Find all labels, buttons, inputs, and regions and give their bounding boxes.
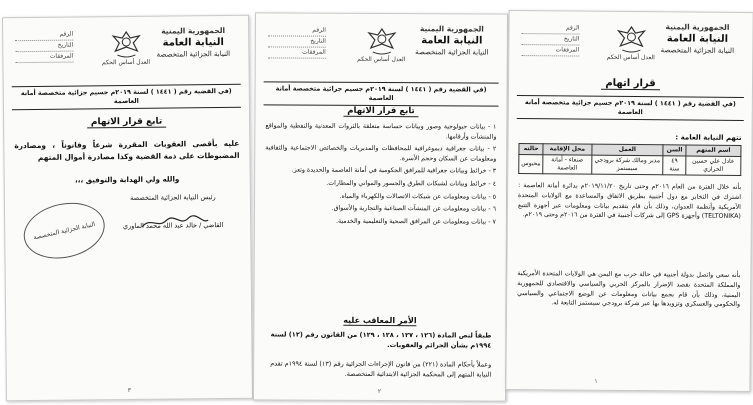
- document-page-1: [505, 10, 753, 392]
- verdict-paragraph: عليه بأقصى العقوبات المقررة شرعاً وقانوناً ، ومصادرة المضبوطات على ذمة القضية وكذا مصادرة أموال المتهم: [14, 138, 240, 162]
- list-item: ٤ - خرائط وبيانات لشبكات الطرق والجسور والمواني والمطارات.: [326, 179, 497, 188]
- list-item: ٧ - بيانات ومعلومات عن المرافق الصحية والتعليمية والخدمية.: [335, 217, 496, 226]
- field-attachments: المرفقات: [521, 45, 579, 57]
- page-title: [509, 77, 752, 90]
- field-date: التاريخ: [15, 41, 73, 53]
- page-title-text: قرار اتهام: [601, 78, 659, 91]
- case-reference: (في القضية رقم ( ١٤٤١ ) لسنة ٢٠١٩م جسيم جزائية متخصصة أمانة العاصمة: [264, 81, 499, 106]
- col-status: حالته: [519, 144, 543, 155]
- field-attachments: المرفقات: [15, 52, 73, 64]
- motto: العدل أساس الحكم: [606, 53, 655, 62]
- letterhead-org: [148, 26, 238, 59]
- col-occupation: العمل: [591, 144, 663, 156]
- signer-name: القاضي / خالد عبد الله محمد الماوري: [122, 220, 224, 231]
- cell-age: ٤٩ سنة: [663, 156, 686, 175]
- letterhead: [515, 19, 746, 77]
- list-item: ١ - بيانات جيولوجية وصور وبيانات حساسة متعلقة بالثروات المعدنية والنفطية والمواقع والمنشآت وأرقامها.: [265, 122, 497, 141]
- motto: العدل أساس الحكم: [357, 55, 406, 64]
- page-number: ١: [594, 377, 598, 385]
- eagle-emblem-icon: [109, 29, 143, 59]
- col-residence: محل الإقامة: [543, 144, 591, 155]
- republic-name: الجمهورية اليمنية: [419, 24, 484, 34]
- list-item: ٣ - خرائط وبيانات جغرافية للمرافق الحكومية في أمانة العاصمة والحديدة وتعز.: [291, 166, 497, 175]
- letterhead-org: [652, 22, 742, 55]
- prosecution-name: النيابة العامة: [666, 33, 729, 45]
- letterhead: [262, 21, 501, 78]
- eagle-emblem-icon: [364, 26, 398, 56]
- defendant-table: [518, 143, 741, 176]
- cell-status: محبوس: [519, 155, 544, 174]
- handwritten-signature-icon: [140, 214, 210, 231]
- section-heading: [254, 315, 505, 325]
- field-number: الرقم: [268, 25, 326, 36]
- cell-residence: صنعاء - أمانة العاصمة: [543, 155, 591, 174]
- charge-paragraph-1: بأنه خلال الفترة من العام ٢٠١٦م وحتى تاريخ ٢٠١٩/١١/٢٠م بدائرة أمانة العاصمة : اشترك في التخابر مع دول أجنبية بطريق الاتفاق والمساعدة مع الولايات المتحدة الأمريكية وأنظمة العدوان، وذلك بأن قام بتقديم بيانات ومعلومات عبر أجهزة التتبع (TELTONIKA) وأجهزة GPS إلى شركات أجنبية في الفترة من ٢٠١٦م وحتى ٢٠١٩م.: [517, 182, 742, 221]
- legal-basis: طبقاً لنص المادة (١٢٦ ، ١٢٧ ، ١٢٨ ، ١٢٩) من القانون رقم (١٢) لسنة ١٩٩٤م بشأن الجرائم والعقوبات.: [270, 330, 492, 350]
- intro-line: تتهم النيابة العامة :: [675, 133, 742, 142]
- division-name: النيابة الجزائية المتخصصة: [156, 49, 231, 59]
- letterhead: [9, 24, 243, 82]
- reference-fields: [268, 25, 326, 58]
- republic-name: الجمهورية اليمنية: [161, 25, 226, 36]
- letterhead-org: [407, 24, 497, 56]
- page-title-text: تابع قرار الاتهام: [343, 106, 418, 117]
- field-number: الرقم: [15, 30, 73, 42]
- reference-fields: [521, 23, 579, 57]
- document-page-3: [2, 15, 253, 402]
- prosecution-name: النيابة العامة: [162, 36, 224, 49]
- cell-name: عادل علي حسين الحرازي: [686, 156, 741, 175]
- reference-fields: [15, 30, 73, 64]
- motto: العدل أساس الحكم: [101, 58, 151, 67]
- page-title-text: تابع قرار الاتهام: [87, 117, 167, 129]
- closing-phrase: والله ولي الهداية والتوفيق ،،،: [74, 174, 180, 185]
- division-name: النيابة الجزائية المتخصصة: [660, 46, 735, 55]
- field-attachments: المرفقات: [268, 47, 326, 58]
- prosecution-name: النيابة العامة: [421, 35, 483, 47]
- page-number: ٢: [377, 387, 382, 396]
- col-name: اسم المتهم: [686, 145, 741, 156]
- official-stamp: النيابة الجزائية المتخصصة: [18, 195, 110, 266]
- republic-name: الجمهورية اليمنية: [665, 22, 730, 32]
- procedural-clause: وعملاً بأحكام المادة (٢٢١) من قانون الإجراءات الجزائية رقم (١٣) لسنة ١٩٩٤م تقدم النيابة المتهم إلى المحكمة الجزائية الابتدائية المتخصصة.: [270, 359, 492, 379]
- section-heading-text: الأمر المعاقب عليه: [343, 315, 417, 326]
- page-number: ٣: [127, 386, 132, 395]
- page-title: [4, 116, 249, 129]
- field-number: الرقم: [521, 23, 579, 35]
- evidence-list: [265, 121, 497, 230]
- case-reference: (في القضية رقم ( ١٤٤١ ) لسنة ٢٠١٩م جسيم جزائية متخصصة أمانة العاصمة: [12, 84, 241, 110]
- field-date: التاريخ: [268, 36, 326, 47]
- document-page-2: [253, 12, 508, 401]
- field-date: التاريخ: [521, 34, 579, 46]
- list-item: ٦ - بيانات ومعلومات عن المنشآت الصناعية والتجارية والأسواق.: [331, 204, 497, 213]
- page-title: [255, 105, 506, 116]
- charge-paragraph-2: بأنه سعى واتصل بدولة أجنبية في حالة حرب مع اليمن هي الولايات المتحدة الأمريكية والمملكة المتحدة بقصد الإضرار بالمركز الحربي والسياسي والاقتصادي للجمهورية اليمنية، وذلك بأن قام بجمع بيانات ومعلومات عن الوضع الاجتماعي والسياسي والحكومي والعسكري وتزويدها بها عبر شركة برودجي سيستمز التابعة له.: [517, 270, 741, 309]
- table-row: [519, 155, 741, 176]
- list-item: ٢ - بيانات جغرافية ديموغرافية للمحافظات والمديريات والخصائص الاجتماعية والثقافية ومعلومات عن السكان وحجم الأسرة.: [265, 144, 497, 163]
- list-item: ٥ - بيانات ومعلومات عن شبكات الاتصالات والكهرباء والمياه.: [339, 192, 497, 201]
- case-reference: (في القضية رقم ( ١٤٤١ ) لسنة ٢٠١٩م جسيم جزائية متخصصة أمانة العاصمة: [517, 95, 744, 121]
- col-age: السن: [663, 145, 686, 156]
- eagle-emblem-icon: [614, 24, 648, 54]
- signer-title: رئيس النيابة الجزائية المتخصصة: [130, 193, 216, 202]
- cell-occupation: مدير ومالك شركة برودجي سيستمز: [591, 155, 663, 175]
- division-name: النيابة الجزائية المتخصصة: [415, 48, 489, 57]
